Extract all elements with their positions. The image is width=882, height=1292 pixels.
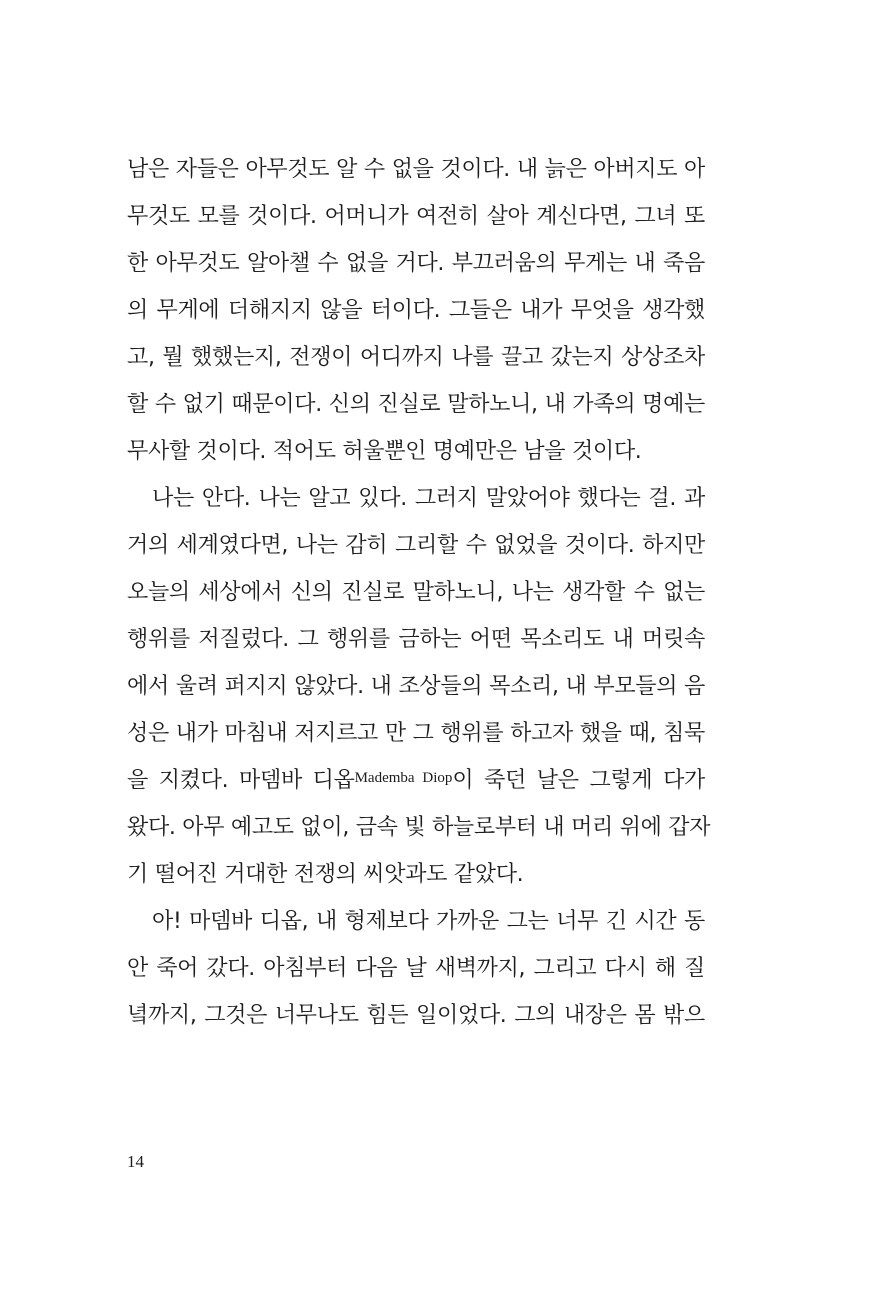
text-line: 왔다. 아무 예고도 없이, 금속 빛 하늘로부터 내 머리 위에 갑자 xyxy=(127,815,711,840)
text-line: 에서 울려 퍼지지 않았다. 내 조상들의 목소리, 내 부모들의 음 xyxy=(127,674,705,699)
text-line: 안 죽어 갔다. 아침부터 다음 날 새벽까지, 그리고 다시 해 질 xyxy=(127,956,705,981)
text-line: 무것도 모를 것이다. 어머니가 여전히 살아 계신다면, 그녀 또 xyxy=(127,204,705,229)
paragraph-1 xyxy=(127,146,705,475)
text-line: 한 아무것도 알아챌 수 없을 거다. 부끄러움의 무게는 내 죽음 xyxy=(127,251,705,276)
paragraph-2 xyxy=(127,475,711,898)
text-line: 행위를 저질렀다. 그 행위를 금하는 어떤 목소리도 내 머릿속 xyxy=(127,627,705,652)
text-line: 오늘의 세상에서 신의 진실로 말하노니, 나는 생각할 수 없는 xyxy=(127,580,705,605)
text-line: 의 무게에 더해지지 않을 터이다. 그들은 내가 무엇을 생각했 xyxy=(127,298,705,323)
text-line-with-gloss xyxy=(127,757,705,804)
text-line: 할 수 없기 때문이다. 신의 진실로 말하노니, 내 가족의 명예는 xyxy=(127,392,705,417)
text-line: 무사할 것이다. 적어도 허울뿐인 명예만은 남을 것이다. xyxy=(127,439,642,464)
paragraph-3 xyxy=(127,898,705,1039)
text-line: 거의 세계였다면, 나는 감히 그리할 수 없었을 것이다. 하지만 xyxy=(127,533,705,558)
text-line: 녘까지, 그것은 너무나도 힘든 일이었다. 그의 내장은 몸 밖으 xyxy=(127,1003,705,1028)
text-line: 남은 자들은 아무것도 알 수 없을 것이다. 내 늙은 아버지도 아 xyxy=(127,157,705,182)
text-line: 기 떨어진 거대한 전쟁의 씨앗과도 같았다. xyxy=(127,862,524,887)
text-line: 아! 마뎀바 디옵, 내 형제보다 가까운 그는 너무 긴 시간 동 xyxy=(152,909,705,934)
text-line: 나는 안다. 나는 알고 있다. 그러지 말았어야 했다는 걸. 과 xyxy=(152,486,705,511)
page-body-text xyxy=(127,146,711,1039)
text-line: 성은 내가 마침내 저지르고 만 그 행위를 하고자 했을 때, 침묵 xyxy=(127,721,705,746)
page-number: 14 xyxy=(127,1152,144,1171)
text-fragment: 을 지켰다. 마뎀바 디옵 xyxy=(127,768,355,793)
name-gloss: Mademba Diop xyxy=(354,770,453,786)
text-fragment: 이 죽던 날은 그렇게 다가 xyxy=(452,768,705,793)
text-line: 고, 뭘 했했는지, 전쟁이 어디까지 나를 끌고 갔는지 상상조차 xyxy=(127,345,705,370)
